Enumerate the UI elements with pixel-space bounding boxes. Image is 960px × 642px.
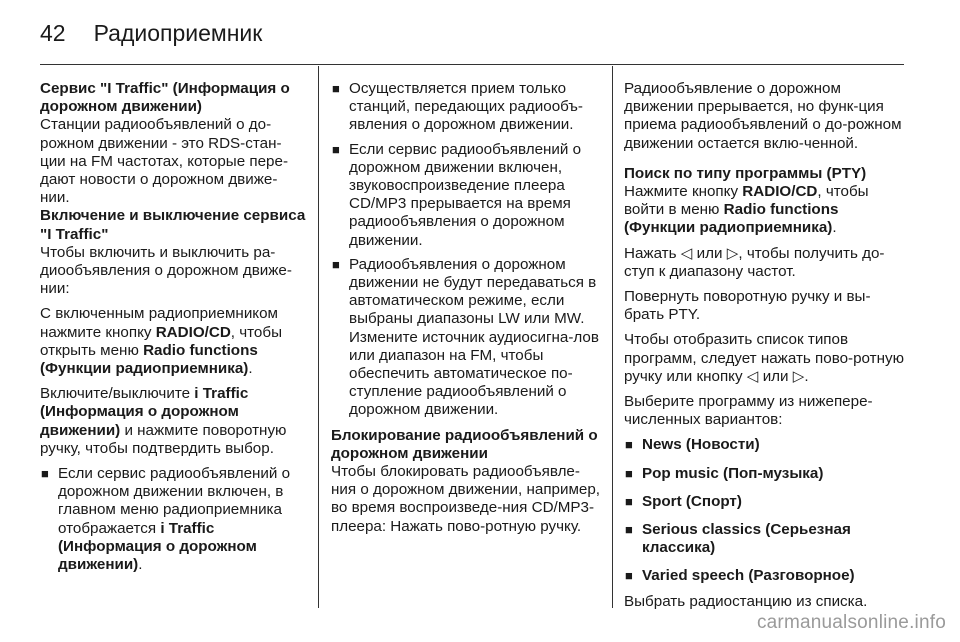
button-label-radio-cd: RADIO/CD (742, 183, 818, 201)
list-item: ■ Sport (Спорт) (625, 492, 742, 510)
bullet-icon: ■ (625, 522, 633, 538)
column-3 (624, 80, 906, 611)
menu-name: Radio functions (Функции радиоприемника) (624, 201, 839, 237)
column-2 (331, 80, 605, 536)
paragraph: Нажать ◁ или ▷, чтобы получить до-ступ к диапазону частот. (624, 244, 885, 280)
menu-option: i Traffic (Информация о дорожном движении) (40, 385, 249, 439)
list-item: ■ Varied speech (Разговорное) (625, 567, 855, 585)
column-divider (318, 66, 319, 608)
pty-options-list (624, 436, 906, 585)
paragraph: Чтобы включить и выключить ра-диообъявления о дорожном движе-нии: (40, 243, 292, 298)
bullet-icon: ■ (625, 493, 633, 509)
bullet-icon: ■ (625, 465, 633, 481)
bullet-icon: ■ (41, 466, 49, 482)
menu-name: Radio functions (Функции радиоприемника) (40, 341, 258, 378)
list-item: ■ Если сервис радиообъявлений о дорожном движении включен, в главном меню радиоприемника отображается i Traffic (Информация о дорожном движении). (41, 465, 291, 574)
column-divider (612, 66, 613, 608)
button-label-radio-cd: RADIO/CD (155, 323, 231, 341)
bullet-list (331, 80, 605, 420)
paragraph: Включите/выключите i Traffic (Информация о дорожном движении) и нажмите поворотную ручку, чтобы подтвердить выбор. (40, 385, 287, 457)
paragraph: Выберите программу из нижепере-численных вариантов: (624, 393, 873, 429)
paragraph: Чтобы отобразить список типов программ, следует нажать пово-ротную ручку или кнопку ◁ или ▷. (624, 331, 904, 385)
section-heading: Блокирование радиообъявлений о дорожном движении (331, 426, 598, 462)
page-number: 42 (40, 20, 66, 46)
section-heading: Поиск по типу программы (PTY) (624, 164, 867, 182)
column-1 (40, 80, 306, 574)
list-item: ■ Serious classics (Серьезная классика) (625, 521, 851, 557)
bullet-list (40, 465, 306, 574)
bullet-icon: ■ (332, 141, 340, 157)
bullet-icon: ■ (625, 437, 633, 453)
watermark: carmanualsonline.info (756, 612, 946, 633)
paragraph: Повернуть поворотную ручку и вы-брать PTY. (624, 288, 871, 324)
paragraph: Выбрать радиостанцию из списка. (624, 592, 868, 610)
paragraph: Чтобы блокировать радиообъявле-ния о дорожном движении, например, во время воспроизведе-ния CD/MP3-плеера: Нажать пово-ротную ручку. (331, 463, 601, 535)
bullet-icon: ■ (332, 256, 340, 272)
paragraph: Станции радиообъявлений о до-рожном движении - это RDS-стан-ции на FM частотах, которые пере-дают новости о дорожном движе-нии. (40, 116, 289, 207)
page-title: Радиоприемник (93, 20, 263, 46)
list-item: ■ Если сервис радиообъявлений о дорожном движении включен, звуковоспроизведение плеера CD/MP3 прерывается на время радиообъявления о дорожном движении. (332, 140, 582, 249)
paragraph: Радиообъявление о дорожном движении прерывается, но функ-ция приема радиообъявлений о до-рожном движении остается вклю-ченной. (624, 80, 902, 152)
section-heading: Включение и выключение сервиса "I Traffic" (40, 207, 306, 243)
bullet-icon: ■ (625, 568, 633, 584)
list-item: ■ News (Новости) (625, 436, 760, 454)
paragraph: Нажмите кнопку RADIO/CD, чтобы войти в меню Radio functions (Функции радиоприемника). (624, 183, 869, 237)
paragraph: С включенным радиоприемником нажмите кнопку RADIO/CD, чтобы открыть меню Radio functions (Функции радиоприемника). (40, 305, 282, 378)
bullet-icon: ■ (332, 81, 340, 96)
page-header (40, 20, 262, 47)
list-item: ■ Pop music (Поп-музыка) (625, 464, 824, 482)
list-item: ■ Осуществляется прием только станций, передающих радиообъ-явления о дорожном движении. (332, 80, 583, 134)
header-rule (40, 64, 904, 65)
section-heading: Сервис "I Traffic" (Информация о дорожном движении) (40, 80, 290, 116)
list-item: ■ Радиообъявления о дорожном движении не будут передаваться в автоматическом режиме, если выбраны диапазоны LW или MW. Измените источник аудиосигна-лов или диапазон на FM, чтобы обеспечить автоматическое по-ступление радиообъявлений о дорожном движении. (332, 255, 599, 419)
